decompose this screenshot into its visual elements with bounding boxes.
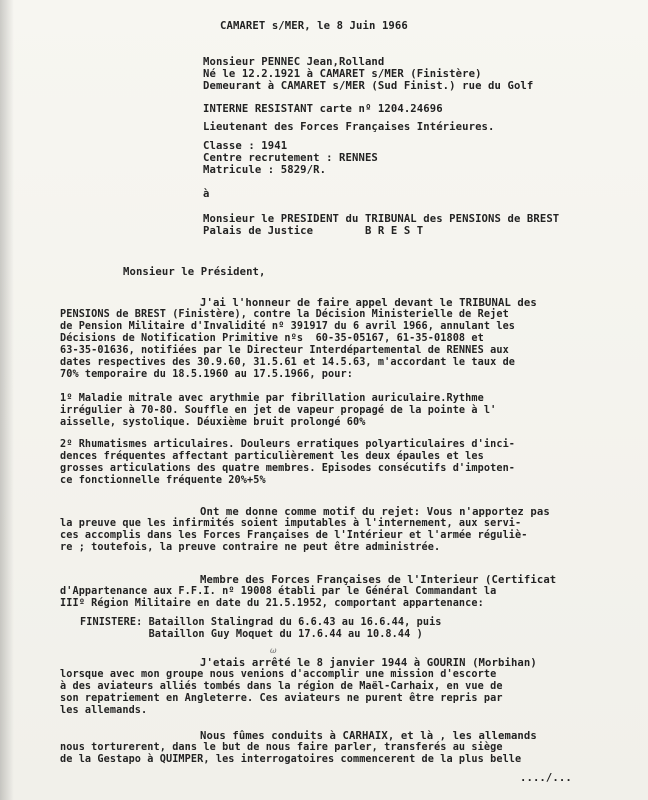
- text-line: Nous fûmes conduits à CARHAIX, et là , les allemands: [200, 730, 537, 742]
- sender-line: Monsieur PENNEC Jean,Rolland: [203, 56, 385, 68]
- salutation: Monsieur le Président,: [123, 266, 266, 278]
- text-line: son repatriement en Angleterre. Ces aviateurs ne purent être repris par: [60, 693, 503, 704]
- text-line: ces accomplis dans les Forces Françaises de l'Intérieur et l'armée réguliè-: [60, 530, 528, 541]
- text-line: de Pension Militaire d'Invalidité nº 391917 du 6 avril 1966, annulant les: [60, 321, 516, 332]
- sender-line: INTERNE RESISTANT carte nº 1204.24696: [203, 103, 443, 115]
- scan-edge-shadow: [0, 0, 14, 800]
- text-line: Décisions de Notification Primitive nºs 60-35-05167, 61-35-01808 et: [60, 333, 484, 344]
- date-line: CAMARET s/MER, le 8 Juin 1966: [220, 20, 408, 32]
- text-line: d'Appartenance aux F.F.I. nº 19008 établi par le Général Commandant la: [60, 586, 497, 597]
- text-line: les allemands.: [60, 705, 148, 716]
- recipient-line: Monsieur le PRESIDENT du TRIBUNAL des PENSIONS de BREST: [203, 213, 560, 225]
- text-line: 2º Rhumatismes articulaires. Douleurs erratiques polyarticulaires d'inci-: [60, 439, 516, 450]
- text-line: ce fonctionnelle fréquente 20%+5%: [60, 475, 266, 486]
- continuation-mark: ..../...: [520, 772, 572, 784]
- sender-line: Classe : 1941: [203, 140, 288, 152]
- text-line: 70% temporaire du 18.5.1960 au 17.5.1966, pour:: [60, 369, 353, 380]
- text-line: PENSIONS de BREST (Finistère), contre la Décision Ministerielle de Rejet: [60, 309, 509, 320]
- text-line: Bataillon Guy Moquet du 17.6.44 au 10.8.44 ): [80, 629, 423, 640]
- text-line: nous torturerent, dans le but de nous faire parler, transferés au siège: [60, 742, 503, 753]
- text-line: re ; toutefois, la preuve contraire ne peut être administrée.: [60, 542, 441, 553]
- text-line: lorsque avec mon groupe nous venions d'accomplir une mission d'escorte: [60, 669, 497, 680]
- text-line: irrégulier à 70-80. Souffle en jet de vapeur propagé de la pointe à l': [60, 405, 497, 416]
- text-line: aisselle, systolique. Déuxième bruit prolongé 60%: [60, 417, 366, 428]
- text-line: à des aviateurs alliés tombés dans la région de Maël-Carhaix, en vue de: [60, 681, 503, 692]
- text-line: dates respectives des 30.9.60, 31.5.61 et 14.5.63, m'accordant le taux de: [60, 357, 516, 368]
- handwritten-mark: ω: [270, 646, 277, 655]
- sender-line: Né le 12.2.1921 à CAMARET s/MER (Finistère): [203, 68, 482, 80]
- sender-line: Demeurant à CAMARET s/MER (Sud Finist.) rue du Golf: [203, 80, 534, 92]
- text-line: Ont me donne comme motif du rejet: Vous n'apportez pas: [200, 506, 550, 518]
- text-line: IIIº Région Militaire en date du 21.5.1952, comportant appartenance:: [60, 598, 484, 609]
- text-line: Membre des Forces Françaises de l'Interieur (Certificat: [200, 574, 557, 586]
- text-line: J'ai l'honneur de faire appel devant le TRIBUNAL des: [200, 297, 537, 309]
- text-line: 1º Maladie mitrale avec arythmie par fibrillation auriculaire.Rythme: [60, 393, 484, 404]
- text-line: J'etais arrêté le 8 janvier 1944 à GOURIN (Morbihan): [200, 657, 537, 669]
- sender-line: Centre recrutement : RENNES: [203, 152, 378, 164]
- text-line: de la Gestapo à QUIMPER, les interrogatoires commencerent de la plus belle: [60, 754, 522, 765]
- a-connector: à: [203, 188, 210, 200]
- sender-line: Lieutenant des Forces Françaises Intérieures.: [203, 121, 495, 133]
- sender-line: Matricule : 5829/R.: [203, 164, 327, 176]
- recipient-line: Palais de Justice B R E S T: [203, 225, 424, 237]
- text-line: grosses articulations des quatre membres. Episodes consécutifs d'impoten-: [60, 463, 516, 474]
- text-line: FINISTERE: Bataillon Stalingrad du 6.6.43 au 16.6.44, puis: [80, 617, 442, 628]
- text-line: dences fréquentes affectant particulièrement les deux épaules et les: [60, 451, 484, 462]
- text-line: la preuve que les infirmités soient imputables à l'internement, aux servi-: [60, 518, 522, 529]
- text-line: 63-35-01636, notifiées par le Directeur Interdépartemental de RENNES aux: [60, 345, 509, 356]
